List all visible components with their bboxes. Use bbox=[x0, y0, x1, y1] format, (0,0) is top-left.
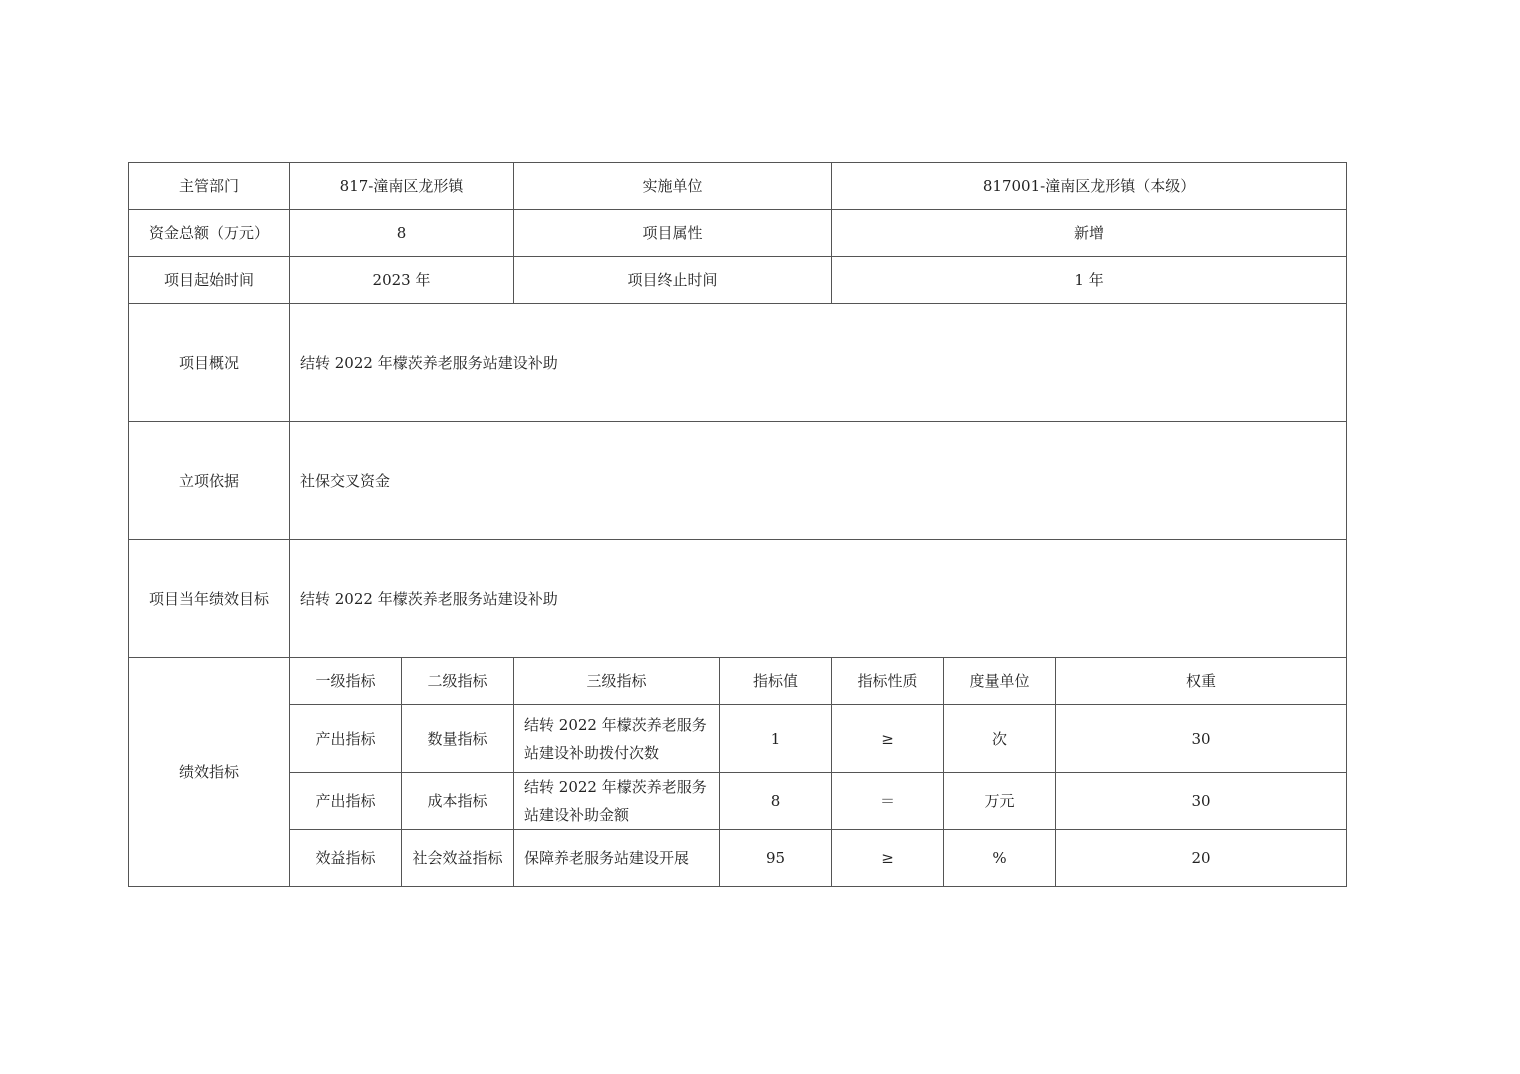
start-label: 项目起始时间 bbox=[129, 257, 290, 304]
indicator-value: 95 bbox=[720, 830, 832, 887]
indicator-weight: 20 bbox=[1056, 830, 1347, 887]
basis-label: 立项依据 bbox=[129, 422, 290, 540]
indicator-nature: ＝ bbox=[832, 773, 944, 830]
perf-label: 绩效指标 bbox=[129, 658, 290, 887]
end-value: 1 年 bbox=[832, 257, 1347, 304]
attr-label: 项目属性 bbox=[514, 210, 832, 257]
indicator-row bbox=[129, 773, 1347, 830]
indicator-level1: 产出指标 bbox=[290, 773, 402, 830]
goal-label: 项目当年绩效目标 bbox=[129, 540, 290, 658]
indicator-row bbox=[129, 830, 1347, 887]
indicator-level3: 保障养老服务站建设开展 bbox=[514, 830, 720, 887]
basis-value: 社保交叉资金 bbox=[290, 422, 1347, 540]
goal-value: 结转 2022 年檬茨养老服务站建设补助 bbox=[290, 540, 1347, 658]
indicator-weight: 30 bbox=[1056, 705, 1347, 773]
overview-value: 结转 2022 年檬茨养老服务站建设补助 bbox=[290, 304, 1347, 422]
header-weight: 权重 bbox=[1056, 658, 1347, 705]
fund-label: 资金总额（万元） bbox=[129, 210, 290, 257]
indicator-nature: ≥ bbox=[832, 830, 944, 887]
indicator-level2: 社会效益指标 bbox=[402, 830, 514, 887]
indicator-level2: 数量指标 bbox=[402, 705, 514, 773]
impl-label: 实施单位 bbox=[514, 163, 832, 210]
project-performance-form bbox=[128, 162, 1346, 887]
indicator-level1: 效益指标 bbox=[290, 830, 402, 887]
row-overview bbox=[129, 304, 1347, 422]
fund-value: 8 bbox=[290, 210, 514, 257]
dept-value: 817-潼南区龙形镇 bbox=[290, 163, 514, 210]
row-goal bbox=[129, 540, 1347, 658]
indicator-row bbox=[129, 705, 1347, 773]
impl-value: 817001-潼南区龙形镇（本级） bbox=[832, 163, 1347, 210]
start-value: 2023 年 bbox=[290, 257, 514, 304]
row-basis bbox=[129, 422, 1347, 540]
indicator-level3: 结转 2022 年檬茨养老服务站建设补助拨付次数 bbox=[514, 705, 720, 773]
indicator-unit: 万元 bbox=[944, 773, 1056, 830]
indicator-weight: 30 bbox=[1056, 773, 1347, 830]
dept-label: 主管部门 bbox=[129, 163, 290, 210]
row-fund bbox=[129, 210, 1347, 257]
header-level3: 三级指标 bbox=[514, 658, 720, 705]
indicator-unit: 次 bbox=[944, 705, 1056, 773]
indicator-header-row bbox=[129, 658, 1347, 705]
indicator-unit: % bbox=[944, 830, 1056, 887]
header-value: 指标值 bbox=[720, 658, 832, 705]
overview-label: 项目概况 bbox=[129, 304, 290, 422]
header-level2: 二级指标 bbox=[402, 658, 514, 705]
header-nature: 指标性质 bbox=[832, 658, 944, 705]
row-department bbox=[129, 163, 1347, 210]
row-period bbox=[129, 257, 1347, 304]
indicator-nature: ≥ bbox=[832, 705, 944, 773]
end-label: 项目终止时间 bbox=[514, 257, 832, 304]
indicator-level1: 产出指标 bbox=[290, 705, 402, 773]
attr-value: 新增 bbox=[832, 210, 1347, 257]
indicator-value: 8 bbox=[720, 773, 832, 830]
project-info-table bbox=[128, 162, 1347, 887]
header-level1: 一级指标 bbox=[290, 658, 402, 705]
indicator-level2: 成本指标 bbox=[402, 773, 514, 830]
indicator-level3: 结转 2022 年檬茨养老服务站建设补助金额 bbox=[514, 773, 720, 830]
indicator-value: 1 bbox=[720, 705, 832, 773]
header-unit: 度量单位 bbox=[944, 658, 1056, 705]
